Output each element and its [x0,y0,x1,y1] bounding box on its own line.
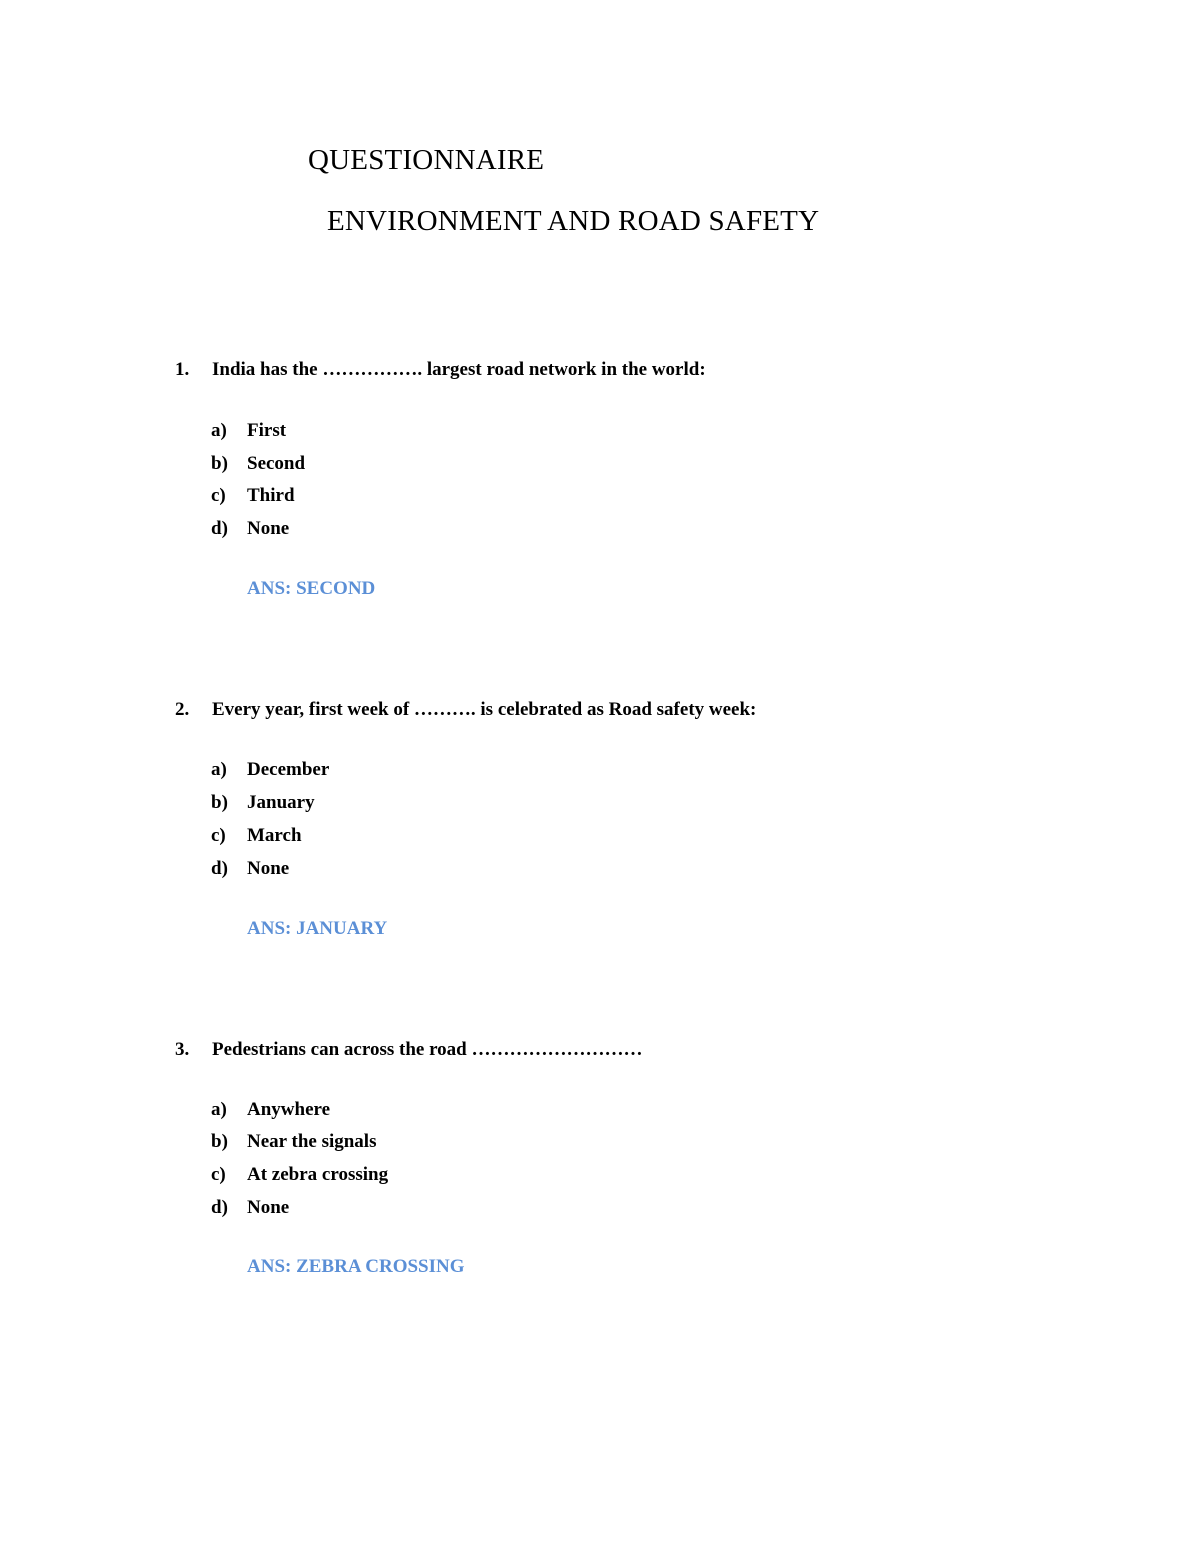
option-letter: a) [211,1099,227,1120]
option-label: December [247,759,330,780]
option-letter: d) [211,858,228,879]
option-letter: a) [211,759,227,780]
option-letter: b) [211,453,228,474]
option-item [211,1198,289,1217]
document-title: QUESTIONNAIRE [308,144,545,176]
question-number: 1. [175,359,190,380]
option-item [211,1132,376,1151]
option-item [211,826,302,845]
option-letter: c) [211,1164,226,1185]
option-label: First [247,420,287,441]
option-label: At zebra crossing [247,1164,389,1185]
option-letter: a) [211,420,227,441]
option-label: January [247,792,315,813]
option-letter: c) [211,825,226,846]
option-label: Near the signals [247,1131,377,1152]
option-item [211,1100,330,1119]
option-item [211,486,295,505]
option-label: None [247,518,290,539]
option-letter: c) [211,485,226,506]
option-label: Third [247,485,295,506]
option-letter: b) [211,792,228,813]
option-label: March [247,825,302,846]
option-letter: b) [211,1131,228,1152]
question-prompt: India has the ……………. largest road network in the world: [212,359,706,380]
question-text [175,700,756,719]
option-item [211,519,289,538]
option-letter: d) [211,518,228,539]
option-item [211,793,315,812]
option-label: Anywhere [247,1099,331,1120]
option-label: None [247,858,290,879]
option-item [211,760,329,779]
question-number: 2. [175,699,190,720]
option-letter: d) [211,1197,228,1218]
question-text [175,360,706,379]
question-number: 3. [175,1039,190,1060]
answer-text: ANS: ZEBRA CROSSING [247,1256,465,1277]
option-item [211,1165,388,1184]
option-label: Second [247,453,306,474]
answer-text: ANS: SECOND [247,578,376,599]
option-item [211,859,289,878]
document-subtitle: ENVIRONMENT AND ROAD SAFETY [327,205,820,237]
answer-text: ANS: JANUARY [247,918,388,939]
option-item [211,421,286,440]
option-item [211,454,305,473]
question-text [175,1040,642,1059]
option-label: None [247,1197,290,1218]
question-prompt: Pedestrians can across the road ……………………… [212,1039,643,1060]
question-prompt: Every year, first week of ………. is celebrated as Road safety week: [212,699,757,720]
